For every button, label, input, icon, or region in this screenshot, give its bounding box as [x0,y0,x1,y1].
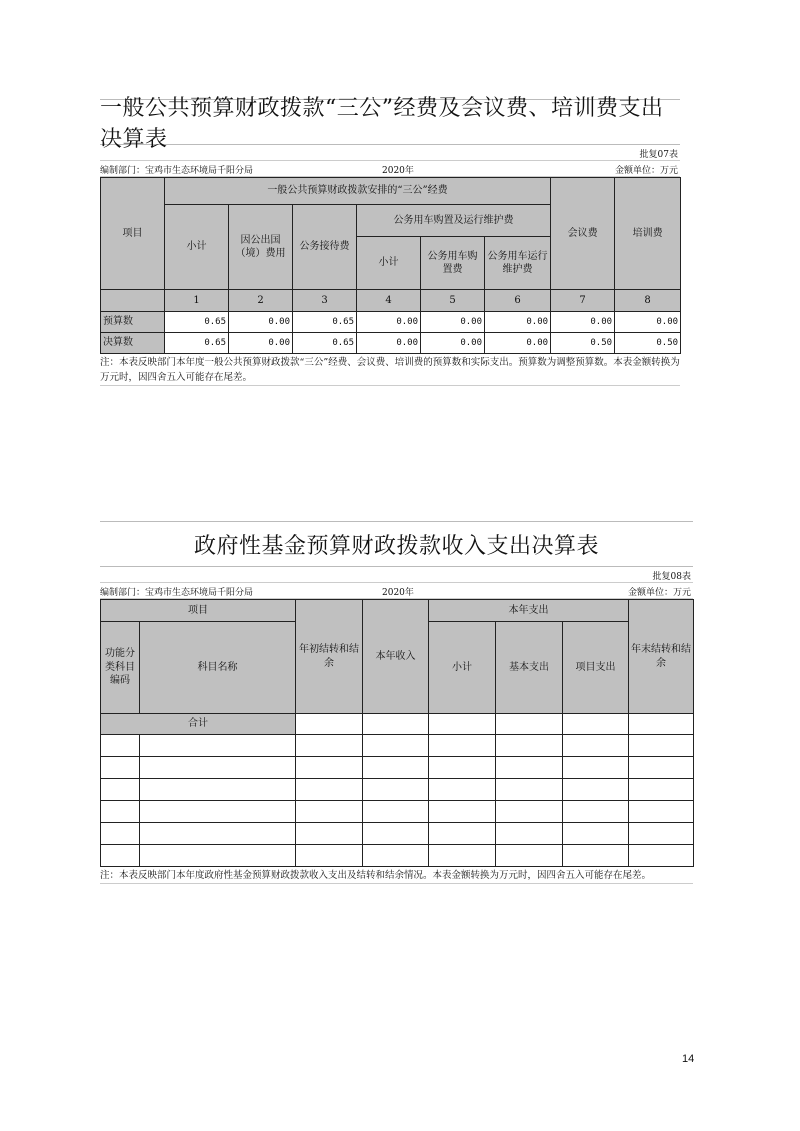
header-reception: 公务接待费 [293,205,357,290]
header-subject-name: 科目名称 [140,622,296,714]
header-subtotal: 小计 [165,205,229,290]
header-subtotal: 小计 [429,622,496,714]
table2-year: 2020年 [382,588,414,598]
table-cell: 0.00 [485,333,551,354]
table2-note: 注：本表反映部门本年度政府性基金预算财政拨款收入支出及结转和结余情况。本表金额转换为万元时，因四舍五入可能存在尾差。 [100,867,693,884]
table-cell: 0.00 [357,312,421,333]
table-row [101,714,694,735]
col-number: 4 [357,290,421,312]
header-item: 项目 [101,178,165,290]
header-vehicle-operation: 公务用车运行维护费 [485,237,551,290]
header-vehicle-purchase: 公务用车购置费 [421,237,485,290]
col-number: 2 [229,290,293,312]
col-number: 8 [615,290,681,312]
table1-unit-label: 编制部门：宝鸡市生态环境局千阳分局 [100,166,254,176]
header-expense: 本年支出 [429,600,629,622]
header-begin-balance: 年初结转和结余 [296,600,363,714]
table-row [101,823,694,845]
header-sangong: 一般公共预算财政拨款安排的“三公”经费 [165,178,551,205]
table-row [101,779,694,801]
col-number: 6 [485,290,551,312]
table-row [101,845,694,867]
table1-title: 一般公共预算财政拨款“三公”经费及会议费、培训费支出决算表 [100,99,680,145]
page-number: 14 [682,1053,695,1065]
table-row [101,757,694,779]
header-item: 项目 [101,600,296,622]
row-label: 预算数 [101,312,165,333]
table-cell: 0.00 [357,333,421,354]
sangong-expense-table [100,177,681,354]
table-cell: 0.00 [421,333,485,354]
table-row [101,333,681,354]
table-cell: 0.00 [551,312,615,333]
gov-fund-sheet [100,521,693,884]
total-label: 合计 [101,714,296,735]
header-meeting: 会议费 [551,178,615,290]
table-cell: 0.00 [615,312,681,333]
row-label: 决算数 [101,333,165,354]
table-row [101,801,694,823]
header-income: 本年收入 [363,600,429,714]
table1-note: 注：本表反映部门本年度一般公共预算财政拨款“三公”经费、会议费、培训费的预算数和实际支出。预算数为调整预算数。本表金额转换为万元时，因四舍五入可能存在尾差。 [100,354,680,386]
table2-code: 批复08表 [652,572,691,582]
header-func-code: 功能分类科目编码 [101,622,140,714]
table2-amount-unit: 金额单位：万元 [627,588,691,598]
table-cell: 0.65 [165,333,229,354]
table-row [101,312,681,333]
table-cell: 0.00 [421,312,485,333]
header-vehicle-subtotal: 小计 [357,237,421,290]
table1-code: 批复07表 [639,150,678,160]
col-number: 7 [551,290,615,312]
header-end-balance: 年末结转和结余 [629,600,694,714]
table-cell: 0.65 [165,312,229,333]
header-abroad: 因公出国（境）费用 [229,205,293,290]
header-training: 培训费 [615,178,681,290]
table1-amount-unit: 金额单位：万元 [614,166,678,176]
table1-year: 2020年 [382,166,414,176]
table-cell: 0.50 [551,333,615,354]
table-cell: 0.00 [229,312,293,333]
table-cell: 0.50 [615,333,681,354]
header-basic: 基本支出 [496,622,563,714]
table-cell: 0.65 [293,312,357,333]
col-number: 5 [421,290,485,312]
sangong-expense-sheet [100,96,680,386]
table2-unit-label: 编制部门：宝鸡市生态环境局千阳分局 [100,588,254,598]
table2-title: 政府性基金预算财政拨款收入支出决算表 [100,521,693,567]
table-row [101,735,694,757]
col-number: 3 [293,290,357,312]
header-vehicle: 公务用车购置及运行维护费 [357,205,551,237]
table-cell: 0.00 [229,333,293,354]
gov-fund-table [100,599,694,867]
table-cell: 0.00 [485,312,551,333]
table-cell: 0.65 [293,333,357,354]
header-project: 项目支出 [563,622,629,714]
col-number: 1 [165,290,229,312]
